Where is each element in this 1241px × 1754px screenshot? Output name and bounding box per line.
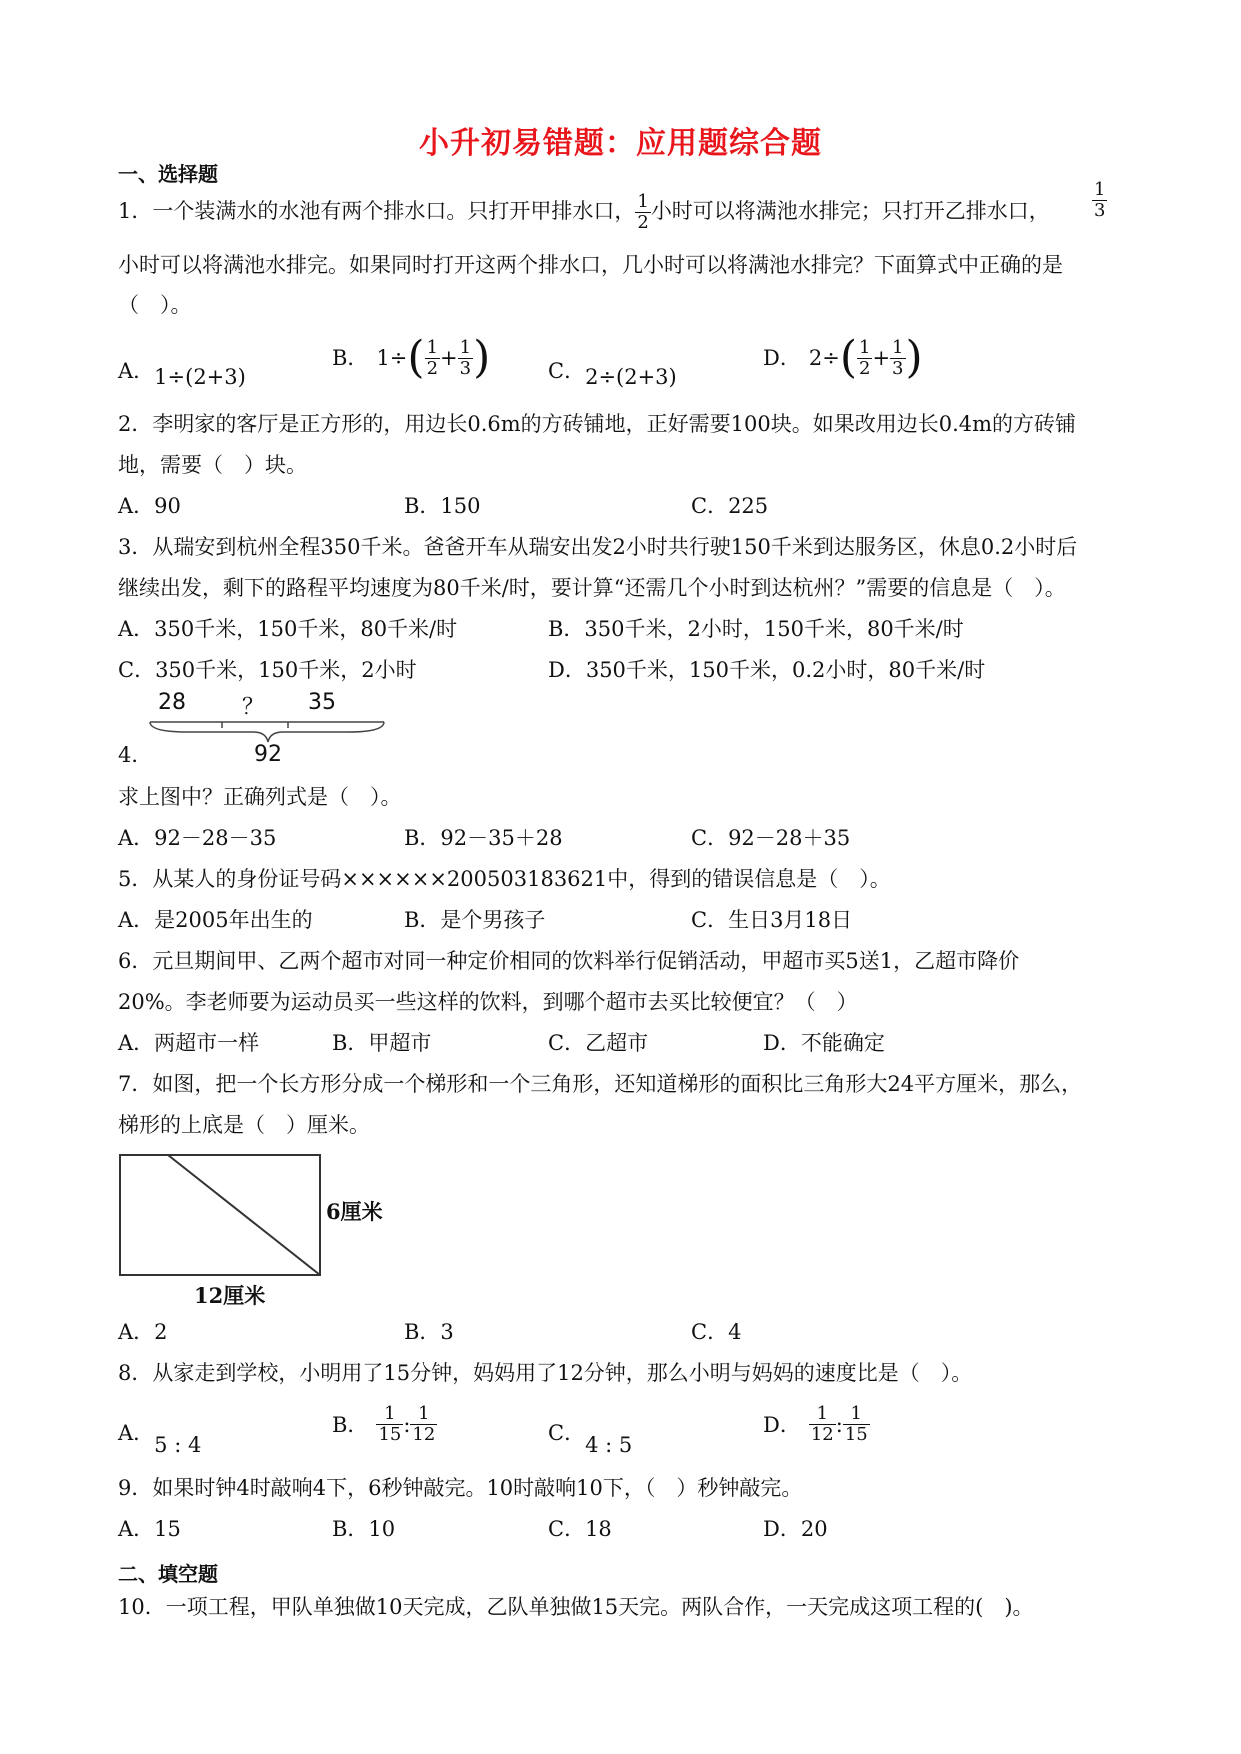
- q6-option-a[interactable]: A．两超市一样: [118, 1031, 260, 1055]
- q7-option-b[interactable]: B．3: [404, 1320, 454, 1344]
- q8-option-c[interactable]: C．4 : 5: [548, 1421, 633, 1457]
- q4-segment-35: 35: [308, 690, 336, 715]
- q2-option-b[interactable]: B．150: [404, 494, 481, 518]
- question-4-line: 求上图中？正确列式是（ ）。: [118, 785, 402, 809]
- q3-option-d[interactable]: D．350千米，150千米，0.2小时，80千米/时: [548, 658, 986, 682]
- q7-width-label: 12厘米: [194, 1283, 266, 1308]
- q1-option-d[interactable]: D． 2÷ ( $\frac{1}{2}$ + $\frac{1}{3}$ ): [763, 332, 923, 383]
- q4-option-b[interactable]: B．92－35＋28: [404, 826, 563, 850]
- q3-option-a[interactable]: A．350千米，150千米，80千米/时: [118, 617, 458, 641]
- question-4-number: 4．: [118, 743, 153, 767]
- question-1-line-3: （ ）。: [118, 293, 192, 317]
- q8-option-d[interactable]: D． $\frac{1}{12}$ : $\frac{1}{15}$: [763, 1403, 868, 1445]
- question-9-line: 9．如果时钟4时敲响4下，6秒钟敲完。10时敲响10下，（ ）秒钟敲完。: [118, 1476, 803, 1500]
- section-heading-choice: 一、选择题: [118, 162, 218, 186]
- q7-height-label: 6厘米: [326, 1199, 383, 1224]
- q9-option-a[interactable]: A．15: [118, 1517, 181, 1541]
- q9-option-d[interactable]: D．20: [763, 1517, 828, 1541]
- q4-option-a[interactable]: A．92－28－35: [118, 826, 277, 850]
- question-10-line: 10．一项工程，甲队单独做10天完成，乙队单独做15天完。两队合作，一天完成这项工程的( )。: [118, 1595, 1034, 1619]
- q3-option-c[interactable]: C．350千米，150千米，2小时: [118, 658, 417, 682]
- question-8-line: 8．从家走到学校，小明用了15分钟，妈妈用了12分钟，那么小明与妈妈的速度比是（ ）。: [118, 1361, 973, 1385]
- q2-option-a[interactable]: A．90: [118, 494, 181, 518]
- question-2-line-1: 2．李明家的客厅是正方形的，用边长0.6m的方砖铺地，正好需要100块。如果改用边长0.4m的方砖铺: [118, 412, 1077, 436]
- q1-text-b: 小时可以将满池水排完；只打开乙排水口，: [650, 199, 1050, 223]
- q4-segment-unknown: ？: [242, 695, 265, 720]
- q1-fraction-third: $\frac{1}{3}$: [1094, 179, 1106, 221]
- section-heading-fill: 二、填空题: [118, 1562, 218, 1586]
- page-title: 小升初易错题：应用题综合题: [419, 126, 822, 161]
- q6-option-c[interactable]: C．乙超市: [548, 1031, 649, 1055]
- question-7-line-1: 7．如图，把一个长方形分成一个梯形和一个三角形，还知道梯形的面积比三角形大24平方厘米，那么，: [118, 1072, 1083, 1096]
- q4-segment-28: 28: [158, 690, 186, 715]
- q3-option-b[interactable]: B．350千米，2小时，150千米，80千米/时: [548, 617, 964, 641]
- q9-option-c[interactable]: C．18: [548, 1517, 612, 1541]
- q7-option-a[interactable]: A．2: [118, 1320, 168, 1344]
- question-6-line-2: 20%。李老师要为运动员买一些这样的饮料，到哪个超市去买比较便宜？（ ）: [118, 990, 858, 1014]
- question-2-line-2: 地，需要（ ）块。: [118, 453, 307, 477]
- q1-option-a[interactable]: A．1÷(2+3): [118, 359, 246, 389]
- q5-option-c[interactable]: C．生日3月18日: [691, 908, 853, 932]
- q5-option-a[interactable]: A．是2005年出生的: [118, 908, 313, 932]
- q1-fraction-half: $\frac{1}{2}$: [637, 191, 649, 233]
- question-5-line: 5．从某人的身份证号码××××××200503183621中，得到的错误信息是（ ）。: [118, 867, 891, 891]
- question-1-line-2: 小时可以将满池水排完。如果同时打开这两个排水口，几小时可以将满池水排完？下面算式中正确的是: [118, 253, 1063, 277]
- question-1-line-1: [118, 192, 1050, 233]
- q6-option-d[interactable]: D．不能确定: [763, 1031, 885, 1055]
- q4-total-92: 92: [254, 742, 282, 767]
- q8-option-a[interactable]: A．5 : 4: [118, 1421, 202, 1457]
- q1-option-c[interactable]: C．2÷(2+3): [548, 359, 677, 389]
- q1-text-a: 1．一个装满水的水池有两个排水口。只打开甲排水口，: [118, 199, 636, 223]
- q5-option-b[interactable]: B．是个男孩子: [404, 908, 546, 932]
- question-7-line-2: 梯形的上底是（ ）厘米。: [118, 1113, 370, 1137]
- question-3-line-1: 3．从瑞安到杭州全程350千米。爸爸开车从瑞安出发2小时共行驶150千米到达服务区，休息0.2小时后: [118, 535, 1078, 559]
- q9-option-b[interactable]: B．10: [332, 1517, 396, 1541]
- q1-option-b[interactable]: B． 1÷ ( $\frac{1}{2}$ + $\frac{1}{3}$ ): [332, 332, 491, 383]
- q6-option-b[interactable]: B．甲超市: [332, 1031, 432, 1055]
- q4-option-c[interactable]: C．92－28＋35: [691, 826, 851, 850]
- q2-option-c[interactable]: C．225: [691, 494, 769, 518]
- question-3-line-2: 继续出发，剩下的路程平均速度为80千米/时，要计算“还需几个小时到达杭州？”需要的信息是（ ）。: [118, 576, 1066, 600]
- question-6-line-1: 6．元旦期间甲、乙两个超市对同一种定价相同的饮料举行促销活动，甲超市买5送1，乙超市降价: [118, 949, 1020, 973]
- q7-option-c[interactable]: C．4: [691, 1320, 742, 1344]
- q4-segment-diagram: [148, 690, 388, 770]
- q8-option-b[interactable]: B． $\frac{1}{15}$ : $\frac{1}{12}$: [332, 1403, 436, 1445]
